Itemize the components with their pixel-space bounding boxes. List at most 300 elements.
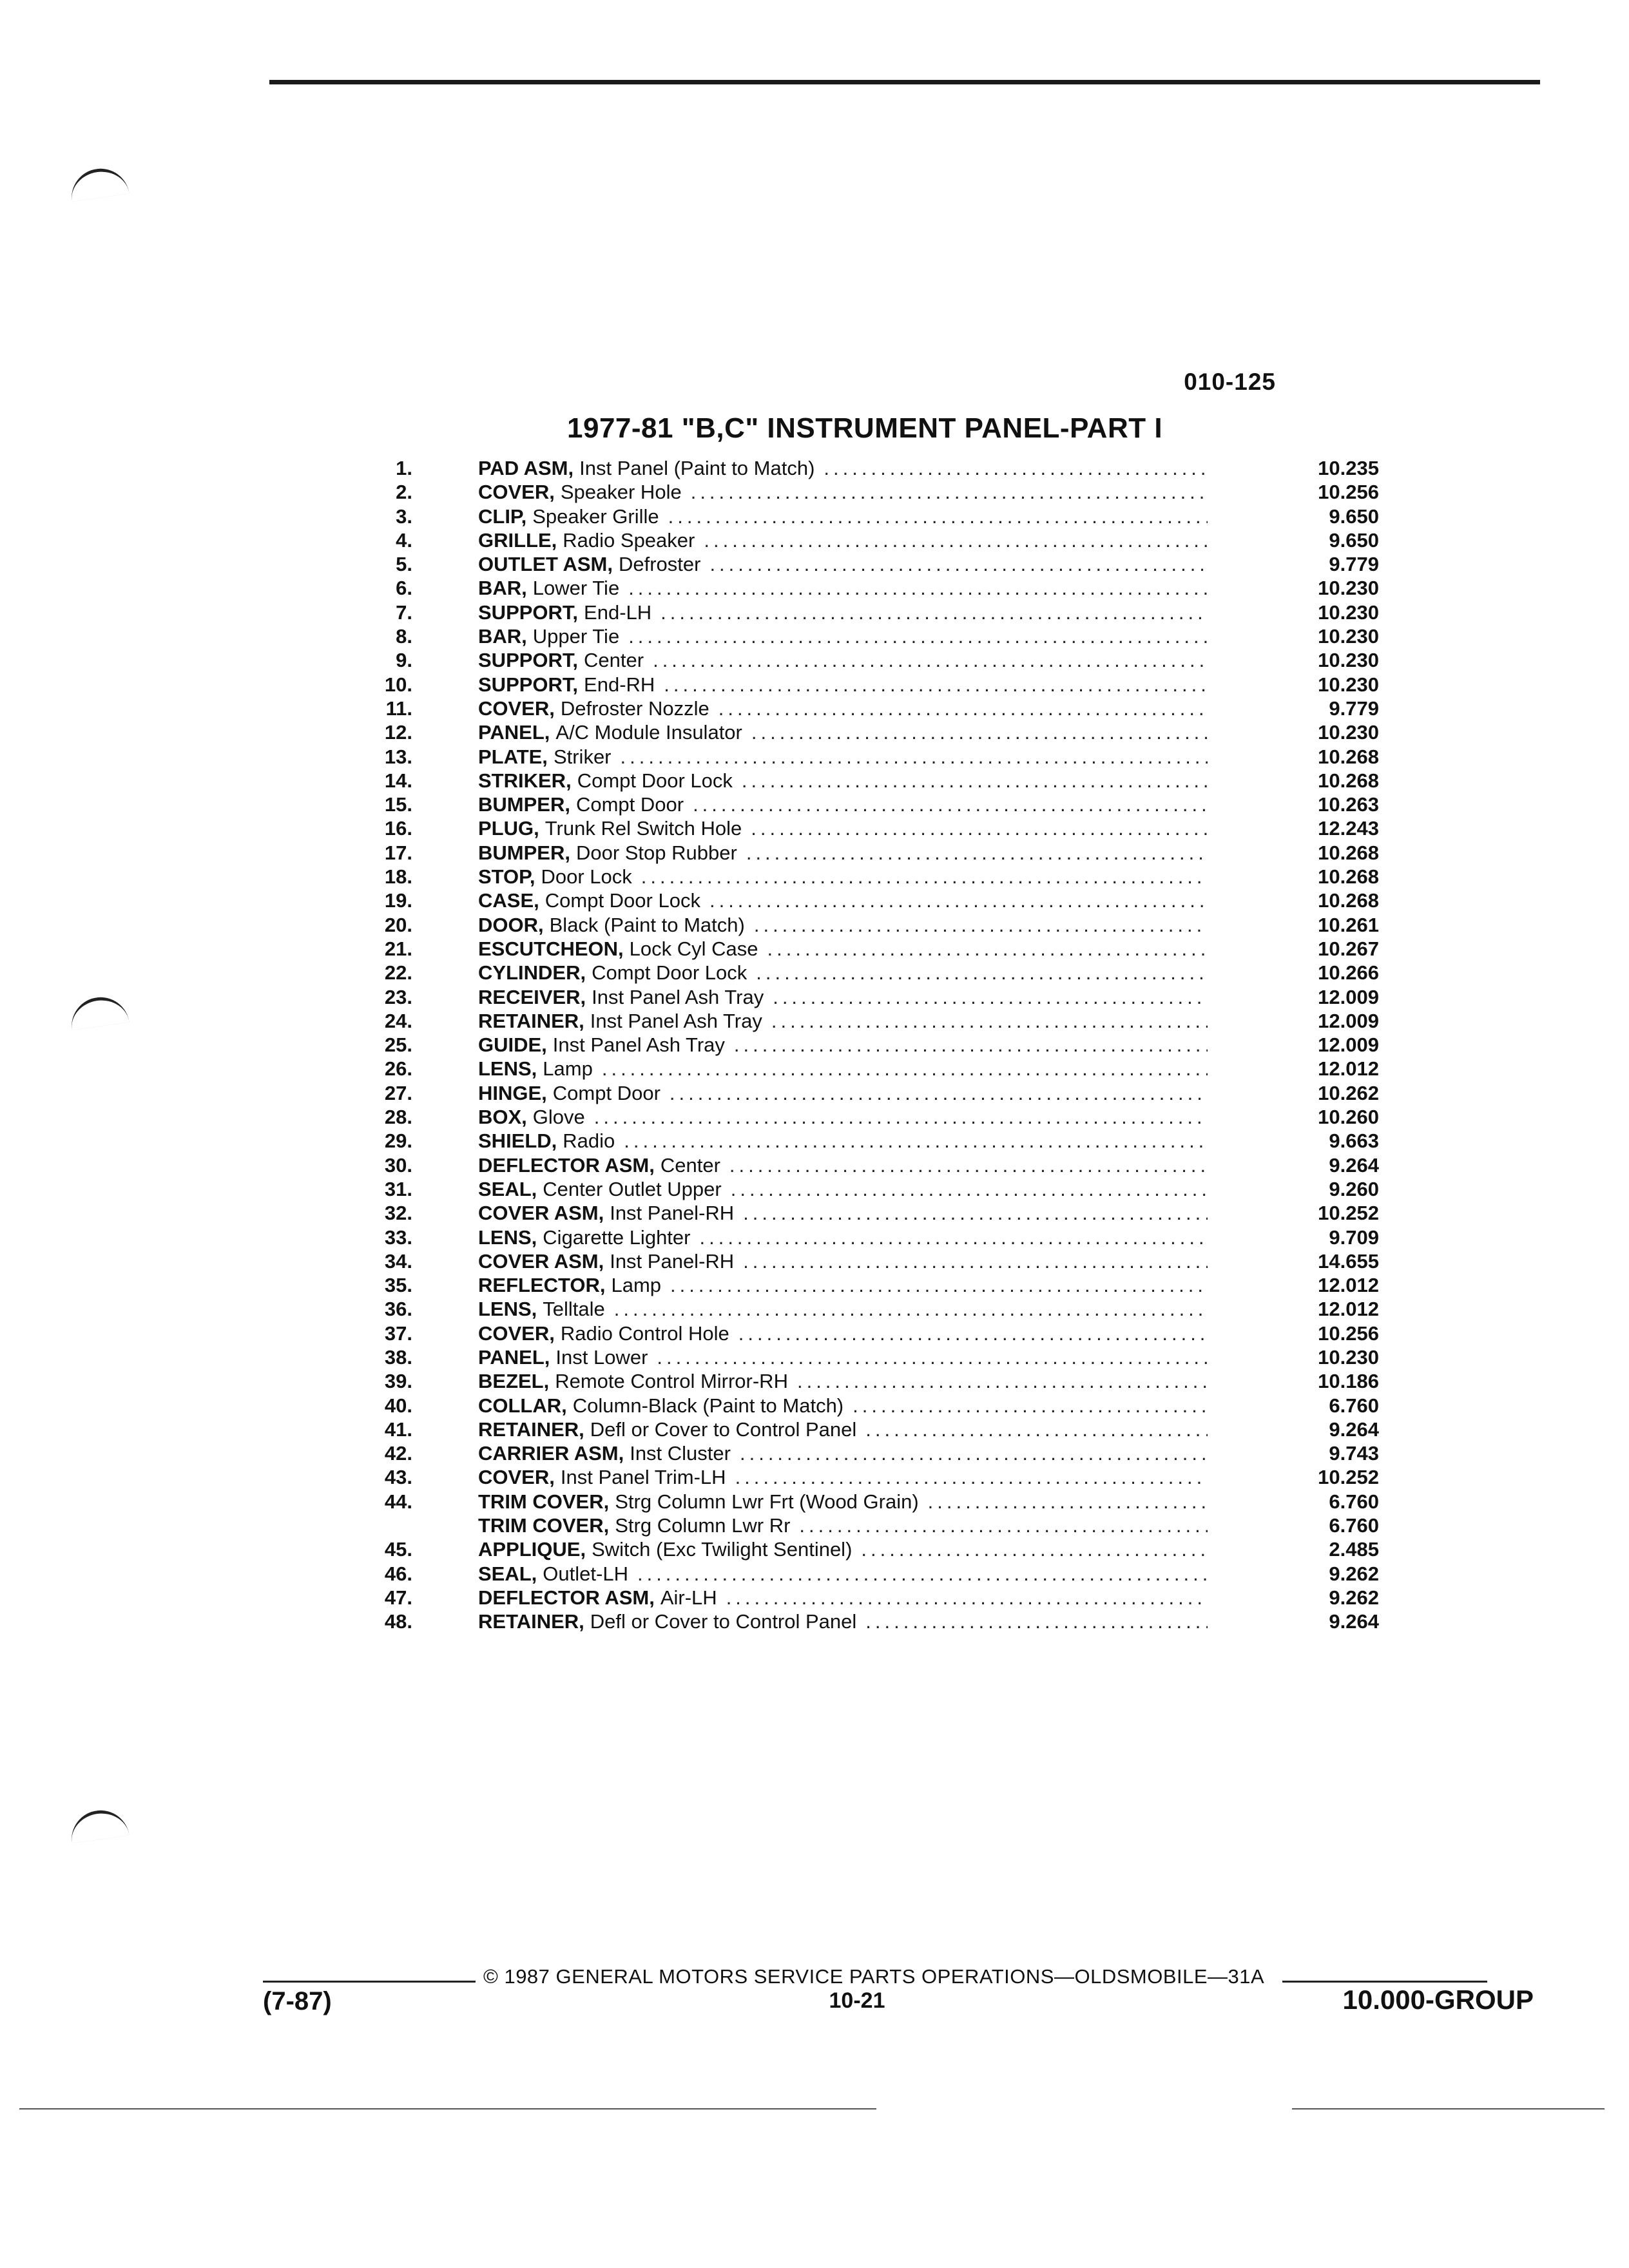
binder-hole-mark-middle bbox=[68, 994, 129, 1030]
dot-leader bbox=[621, 745, 1208, 769]
part-description bbox=[478, 1490, 1213, 1514]
group-number: 12.009 bbox=[1318, 1009, 1379, 1032]
part-name: COVER, bbox=[478, 481, 555, 504]
part-name: OUTLET ASM, bbox=[478, 553, 613, 576]
group-number: 10.267 bbox=[1318, 937, 1379, 960]
group-number: 9.709 bbox=[1329, 1225, 1379, 1249]
item-number: 16. bbox=[384, 817, 412, 840]
item-number: 23. bbox=[384, 985, 412, 1008]
part-detail: Inst Panel (Paint to Match) bbox=[579, 457, 815, 479]
dot-leader bbox=[709, 552, 1208, 576]
group-number: 10.266 bbox=[1318, 961, 1379, 985]
group-number: 9.650 bbox=[1329, 505, 1379, 528]
item-number: 6. bbox=[396, 577, 412, 600]
dot-leader bbox=[743, 1249, 1208, 1273]
part-name: GRILLE, bbox=[478, 528, 557, 552]
part-name: COVER ASM, bbox=[478, 1202, 604, 1225]
dot-leader bbox=[751, 816, 1208, 840]
part-name: COVER, bbox=[478, 1466, 555, 1489]
part-description bbox=[478, 1009, 1213, 1033]
part-name: TRIM COVER, bbox=[478, 1490, 610, 1513]
item-number: 34. bbox=[384, 1249, 412, 1273]
group-number: 10.230 bbox=[1318, 1345, 1379, 1369]
part-name: COVER, bbox=[478, 1321, 555, 1345]
part-name: BOX, bbox=[478, 1106, 527, 1129]
dot-leader bbox=[602, 1057, 1208, 1081]
item-number: 28. bbox=[384, 1106, 412, 1129]
part-detail: Compt Door bbox=[552, 1081, 660, 1104]
item-number: 45. bbox=[384, 1538, 412, 1561]
part-name: BAR, bbox=[478, 625, 527, 648]
part-detail: Striker bbox=[553, 745, 612, 768]
part-name: COVER ASM, bbox=[478, 1249, 604, 1273]
group-number: 10.252 bbox=[1318, 1466, 1379, 1489]
part-description bbox=[478, 913, 1213, 937]
dot-leader bbox=[628, 576, 1208, 600]
part-description bbox=[478, 576, 1213, 600]
item-number: 15. bbox=[384, 793, 412, 816]
item-number: 17. bbox=[384, 841, 412, 864]
dot-leader bbox=[740, 1441, 1208, 1465]
parts-row bbox=[361, 601, 1379, 624]
dot-leader bbox=[738, 1321, 1208, 1345]
item-number: 29. bbox=[384, 1129, 412, 1153]
group-number: 9.262 bbox=[1329, 1562, 1379, 1585]
part-detail: Strg Column Lwr Frt (Wood Grain) bbox=[615, 1490, 919, 1513]
group-number: 9.264 bbox=[1329, 1153, 1379, 1177]
part-detail: Door Lock bbox=[541, 865, 632, 889]
parts-row bbox=[361, 913, 1379, 937]
part-description bbox=[478, 889, 1213, 912]
dot-leader bbox=[756, 961, 1208, 985]
part-description bbox=[478, 769, 1213, 793]
part-description bbox=[478, 673, 1213, 697]
part-description bbox=[478, 1537, 1213, 1561]
item-number: 7. bbox=[396, 601, 412, 624]
document-title: 1977-81 "B,C" INSTRUMENT PANEL-PART I bbox=[567, 412, 1163, 444]
item-number: 36. bbox=[384, 1298, 412, 1321]
group-number: 6.760 bbox=[1329, 1490, 1379, 1513]
part-description bbox=[478, 552, 1213, 576]
item-number: 12. bbox=[384, 721, 412, 744]
dot-leader bbox=[729, 1153, 1208, 1177]
parts-row bbox=[361, 648, 1379, 672]
dot-leader bbox=[735, 1465, 1208, 1489]
parts-row bbox=[361, 1537, 1379, 1561]
group-number: 10.268 bbox=[1318, 841, 1379, 864]
part-description bbox=[478, 1297, 1213, 1321]
part-description bbox=[478, 985, 1213, 1009]
part-name: LENS, bbox=[478, 1298, 537, 1321]
part-description bbox=[478, 1562, 1213, 1586]
dot-leader bbox=[660, 601, 1208, 624]
part-detail: Defroster bbox=[618, 553, 701, 576]
part-detail: Glove bbox=[532, 1106, 585, 1129]
parts-row bbox=[361, 1490, 1379, 1514]
part-name: STRIKER, bbox=[478, 769, 572, 792]
parts-row bbox=[361, 456, 1379, 480]
parts-list bbox=[361, 456, 1379, 1642]
item-number: 38. bbox=[384, 1345, 412, 1369]
part-detail: Center bbox=[660, 1153, 720, 1177]
part-detail: Black (Paint to Match) bbox=[549, 913, 745, 936]
item-number: 33. bbox=[384, 1225, 412, 1249]
top-rule bbox=[269, 80, 1540, 84]
group-number: 10.252 bbox=[1318, 1202, 1379, 1225]
part-detail: Inst Panel Ash Tray bbox=[552, 1033, 725, 1057]
bottom-rule-right bbox=[1292, 2108, 1605, 2109]
dot-leader bbox=[734, 1033, 1208, 1057]
part-description bbox=[478, 1369, 1213, 1393]
part-name: RECEIVER, bbox=[478, 985, 586, 1008]
group-number: 2.485 bbox=[1329, 1538, 1379, 1561]
group-number: 12.012 bbox=[1318, 1057, 1379, 1081]
group-number: 10.268 bbox=[1318, 745, 1379, 768]
item-number: 42. bbox=[384, 1442, 412, 1465]
dot-leader bbox=[797, 1369, 1208, 1393]
item-number: 18. bbox=[384, 865, 412, 889]
parts-row bbox=[361, 1129, 1379, 1153]
parts-row bbox=[361, 937, 1379, 961]
part-description bbox=[478, 1441, 1213, 1465]
dot-leader bbox=[691, 480, 1208, 504]
dot-leader bbox=[704, 528, 1208, 552]
dot-leader bbox=[668, 505, 1208, 528]
parts-row bbox=[361, 1105, 1379, 1129]
part-name: SUPPORT, bbox=[478, 673, 579, 696]
parts-row bbox=[361, 769, 1379, 793]
parts-row bbox=[361, 745, 1379, 769]
dot-leader bbox=[653, 648, 1208, 672]
dot-leader bbox=[624, 1129, 1208, 1153]
part-detail: Compt Door Lock bbox=[592, 961, 747, 985]
part-detail: Radio bbox=[563, 1129, 615, 1153]
part-name: APPLIQUE, bbox=[478, 1538, 586, 1561]
part-description bbox=[478, 937, 1213, 961]
parts-row bbox=[361, 961, 1379, 985]
parts-row bbox=[361, 1177, 1379, 1201]
parts-row bbox=[361, 985, 1379, 1009]
part-description bbox=[478, 841, 1213, 865]
dot-leader bbox=[824, 456, 1208, 480]
dot-leader bbox=[746, 841, 1208, 865]
item-number: 3. bbox=[396, 505, 412, 528]
group-number: 10.186 bbox=[1318, 1370, 1379, 1393]
parts-row bbox=[361, 528, 1379, 552]
parts-row bbox=[361, 816, 1379, 840]
dot-leader bbox=[670, 1273, 1208, 1297]
part-name: PAD ASM, bbox=[478, 457, 574, 479]
part-description bbox=[478, 1321, 1213, 1345]
item-number: 9. bbox=[396, 649, 412, 672]
part-description bbox=[478, 816, 1213, 840]
binder-hole-mark-top bbox=[68, 165, 129, 202]
part-name: PLATE, bbox=[478, 745, 548, 768]
group-number: 10.230 bbox=[1318, 625, 1379, 648]
group-number: 10.230 bbox=[1318, 601, 1379, 624]
part-description bbox=[478, 745, 1213, 769]
parts-row bbox=[361, 505, 1379, 528]
parts-row bbox=[361, 1562, 1379, 1586]
parts-row bbox=[361, 1394, 1379, 1418]
parts-row bbox=[361, 889, 1379, 912]
part-name: RETAINER, bbox=[478, 1610, 584, 1633]
item-number: 4. bbox=[396, 528, 412, 552]
dot-leader bbox=[861, 1537, 1208, 1561]
parts-row bbox=[361, 1033, 1379, 1057]
part-name: SEAL, bbox=[478, 1562, 537, 1585]
dot-leader bbox=[771, 1009, 1208, 1033]
item-number: 44. bbox=[384, 1490, 412, 1513]
group-number: 9.260 bbox=[1329, 1177, 1379, 1200]
part-description bbox=[478, 961, 1213, 985]
dot-leader bbox=[928, 1490, 1208, 1514]
item-number: 40. bbox=[384, 1394, 412, 1417]
footer-page-number: 10-21 bbox=[829, 1988, 885, 2013]
part-detail: Lamp bbox=[543, 1057, 593, 1081]
part-detail: Compt Door bbox=[575, 793, 684, 816]
part-description bbox=[478, 793, 1213, 816]
part-detail: Lock Cyl Case bbox=[629, 937, 758, 960]
part-detail: Switch (Exc Twilight Sentinel) bbox=[592, 1538, 853, 1561]
footer-rule-left bbox=[263, 1981, 476, 1983]
dot-leader bbox=[799, 1514, 1208, 1537]
part-name: SEAL, bbox=[478, 1177, 537, 1200]
part-description bbox=[478, 1153, 1213, 1177]
part-detail: Air-LH bbox=[660, 1586, 717, 1609]
parts-row bbox=[361, 1009, 1379, 1033]
part-detail: Column-Black (Paint to Match) bbox=[572, 1394, 844, 1417]
part-detail: Trunk Rel Switch Hole bbox=[545, 817, 742, 840]
part-name: PANEL, bbox=[478, 721, 550, 744]
part-description bbox=[478, 505, 1213, 528]
group-number: 10.230 bbox=[1318, 673, 1379, 696]
group-number: 9.779 bbox=[1329, 697, 1379, 720]
item-number: 26. bbox=[384, 1057, 412, 1081]
item-number: 5. bbox=[396, 553, 412, 576]
part-detail: Telltale bbox=[543, 1298, 605, 1321]
dot-leader bbox=[709, 889, 1208, 912]
item-number: 46. bbox=[384, 1562, 412, 1585]
part-name: GUIDE, bbox=[478, 1033, 547, 1057]
part-name: RETAINER, bbox=[478, 1418, 584, 1441]
item-number: 24. bbox=[384, 1009, 412, 1032]
group-number: 9.743 bbox=[1329, 1442, 1379, 1465]
item-number: 21. bbox=[384, 937, 412, 960]
part-detail: Center Outlet Upper bbox=[543, 1177, 722, 1200]
dot-leader bbox=[865, 1418, 1208, 1441]
part-detail: Door Stop Rubber bbox=[575, 841, 737, 864]
part-detail: Lower Tie bbox=[532, 577, 620, 600]
part-detail: Inst Lower bbox=[555, 1345, 648, 1369]
parts-row bbox=[361, 1418, 1379, 1441]
dot-leader bbox=[718, 697, 1208, 720]
group-number: 6.760 bbox=[1329, 1394, 1379, 1417]
part-description bbox=[478, 1514, 1213, 1537]
item-number: 48. bbox=[384, 1610, 412, 1633]
part-name: DEFLECTOR ASM, bbox=[478, 1586, 655, 1609]
dot-leader bbox=[731, 1177, 1208, 1201]
part-name: LENS, bbox=[478, 1225, 537, 1249]
part-description bbox=[478, 1177, 1213, 1201]
part-description bbox=[478, 528, 1213, 552]
parts-row bbox=[361, 793, 1379, 816]
item-number: 10. bbox=[384, 673, 412, 696]
part-description bbox=[478, 1129, 1213, 1153]
group-number: 9.663 bbox=[1329, 1129, 1379, 1153]
part-detail: Strg Column Lwr Rr bbox=[615, 1514, 791, 1537]
footer-revision-date: (7-87) bbox=[263, 1987, 332, 2015]
part-name: COLLAR, bbox=[478, 1394, 567, 1417]
group-number: 10.263 bbox=[1318, 793, 1379, 816]
dot-leader bbox=[670, 1081, 1208, 1105]
part-description bbox=[478, 1201, 1213, 1225]
part-name: SUPPORT, bbox=[478, 601, 579, 624]
part-description bbox=[478, 1345, 1213, 1369]
group-number: 10.268 bbox=[1318, 865, 1379, 889]
group-number: 12.243 bbox=[1318, 817, 1379, 840]
footer-rule-right bbox=[1282, 1981, 1487, 1983]
parts-row bbox=[361, 480, 1379, 504]
part-detail: Outlet-LH bbox=[543, 1562, 628, 1585]
parts-row bbox=[361, 1321, 1379, 1345]
part-detail: Inst Panel Ash Tray bbox=[590, 1009, 762, 1032]
item-number: 1. bbox=[396, 457, 412, 479]
item-number: 35. bbox=[384, 1274, 412, 1297]
parts-row bbox=[361, 1345, 1379, 1369]
group-number: 10.268 bbox=[1318, 769, 1379, 792]
dot-leader bbox=[628, 624, 1208, 648]
group-number: 12.009 bbox=[1318, 985, 1379, 1008]
group-number: 12.012 bbox=[1318, 1298, 1379, 1321]
part-detail: Defl or Cover to Control Panel bbox=[590, 1418, 857, 1441]
binder-hole-mark-bottom bbox=[68, 1807, 129, 1843]
part-description bbox=[478, 456, 1213, 480]
dot-leader bbox=[693, 793, 1208, 816]
part-description bbox=[478, 1465, 1213, 1489]
part-detail: Inst Cluster bbox=[630, 1442, 731, 1465]
part-name: CYLINDER, bbox=[478, 961, 586, 985]
dot-leader bbox=[699, 1225, 1208, 1249]
group-number: 10.230 bbox=[1318, 649, 1379, 672]
parts-row bbox=[361, 1514, 1379, 1537]
group-number: 9.264 bbox=[1329, 1418, 1379, 1441]
part-description bbox=[478, 1610, 1213, 1633]
group-number: 10.268 bbox=[1318, 889, 1379, 912]
part-detail: Defroster Nozzle bbox=[560, 697, 709, 720]
item-number: 41. bbox=[384, 1418, 412, 1441]
parts-row bbox=[361, 1586, 1379, 1610]
group-number: 10.230 bbox=[1318, 721, 1379, 744]
part-name: BUMPER, bbox=[478, 793, 570, 816]
dot-leader bbox=[767, 937, 1208, 961]
parts-row bbox=[361, 1081, 1379, 1105]
part-description bbox=[478, 1586, 1213, 1610]
dot-leader bbox=[773, 985, 1208, 1009]
part-detail: Inst Panel-RH bbox=[610, 1249, 735, 1273]
parts-row bbox=[361, 1153, 1379, 1177]
item-number: 37. bbox=[384, 1321, 412, 1345]
parts-row bbox=[361, 1297, 1379, 1321]
parts-row bbox=[361, 576, 1379, 600]
part-description bbox=[478, 1394, 1213, 1418]
bottom-rule-left bbox=[19, 2108, 876, 2109]
dot-leader bbox=[865, 1610, 1208, 1633]
part-name: PLUG, bbox=[478, 817, 539, 840]
part-name: REFLECTOR, bbox=[478, 1274, 606, 1297]
part-name: LENS, bbox=[478, 1057, 537, 1081]
part-name: DOOR, bbox=[478, 913, 544, 936]
part-detail: End-RH bbox=[584, 673, 655, 696]
group-number: 9.264 bbox=[1329, 1610, 1379, 1633]
dot-leader bbox=[664, 673, 1208, 697]
parts-row bbox=[361, 624, 1379, 648]
part-name: CLIP, bbox=[478, 505, 527, 528]
part-detail: Radio Speaker bbox=[563, 528, 695, 552]
part-name: BUMPER, bbox=[478, 841, 570, 864]
part-description bbox=[478, 648, 1213, 672]
part-detail: Inst Panel Trim-LH bbox=[560, 1466, 726, 1489]
parts-row bbox=[361, 865, 1379, 889]
group-number: 12.009 bbox=[1318, 1033, 1379, 1057]
item-number: 43. bbox=[384, 1466, 412, 1489]
part-name: SUPPORT, bbox=[478, 649, 579, 672]
item-number: 13. bbox=[384, 745, 412, 768]
part-detail: Center bbox=[584, 649, 644, 672]
parts-row bbox=[361, 1610, 1379, 1633]
parts-row bbox=[361, 1057, 1379, 1081]
part-description bbox=[478, 1105, 1213, 1129]
part-name: BEZEL, bbox=[478, 1370, 550, 1393]
part-detail: Compt Door Lock bbox=[545, 889, 700, 912]
part-name: CARRIER ASM, bbox=[478, 1442, 624, 1465]
parts-row bbox=[361, 552, 1379, 576]
part-detail: A/C Module Insulator bbox=[555, 721, 742, 744]
part-detail: Speaker Grille bbox=[532, 505, 659, 528]
part-description bbox=[478, 697, 1213, 720]
group-number: 10.230 bbox=[1318, 577, 1379, 600]
item-number: 47. bbox=[384, 1586, 412, 1609]
parts-row bbox=[361, 1201, 1379, 1225]
dot-leader bbox=[754, 913, 1208, 937]
part-detail: Upper Tie bbox=[532, 625, 620, 648]
part-description bbox=[478, 480, 1213, 504]
item-number: 2. bbox=[396, 481, 412, 504]
part-detail: Remote Control Mirror-RH bbox=[555, 1370, 788, 1393]
dot-leader bbox=[594, 1105, 1208, 1129]
dot-leader bbox=[853, 1394, 1208, 1418]
part-name: DEFLECTOR ASM, bbox=[478, 1153, 655, 1177]
group-number: 6.760 bbox=[1329, 1514, 1379, 1537]
group-number: 10.256 bbox=[1318, 1321, 1379, 1345]
part-description bbox=[478, 720, 1213, 744]
group-number: 10.262 bbox=[1318, 1081, 1379, 1104]
footer-copyright: © 1987 GENERAL MOTORS SERVICE PARTS OPERATIONS—OLDSMOBILE—31A bbox=[483, 1965, 1265, 1988]
part-detail: Inst Panel Ash Tray bbox=[592, 985, 764, 1008]
page-code: 010-125 bbox=[1184, 369, 1276, 395]
dot-leader bbox=[742, 769, 1208, 793]
dot-leader bbox=[637, 1562, 1208, 1586]
part-description bbox=[478, 1418, 1213, 1441]
group-number: 10.261 bbox=[1318, 913, 1379, 936]
parts-row bbox=[361, 673, 1379, 697]
group-number: 10.235 bbox=[1318, 457, 1379, 479]
part-detail: Radio Control Hole bbox=[560, 1321, 729, 1345]
parts-row bbox=[361, 1225, 1379, 1249]
part-description bbox=[478, 1033, 1213, 1057]
group-number: 14.655 bbox=[1318, 1249, 1379, 1273]
item-number: 20. bbox=[384, 913, 412, 936]
